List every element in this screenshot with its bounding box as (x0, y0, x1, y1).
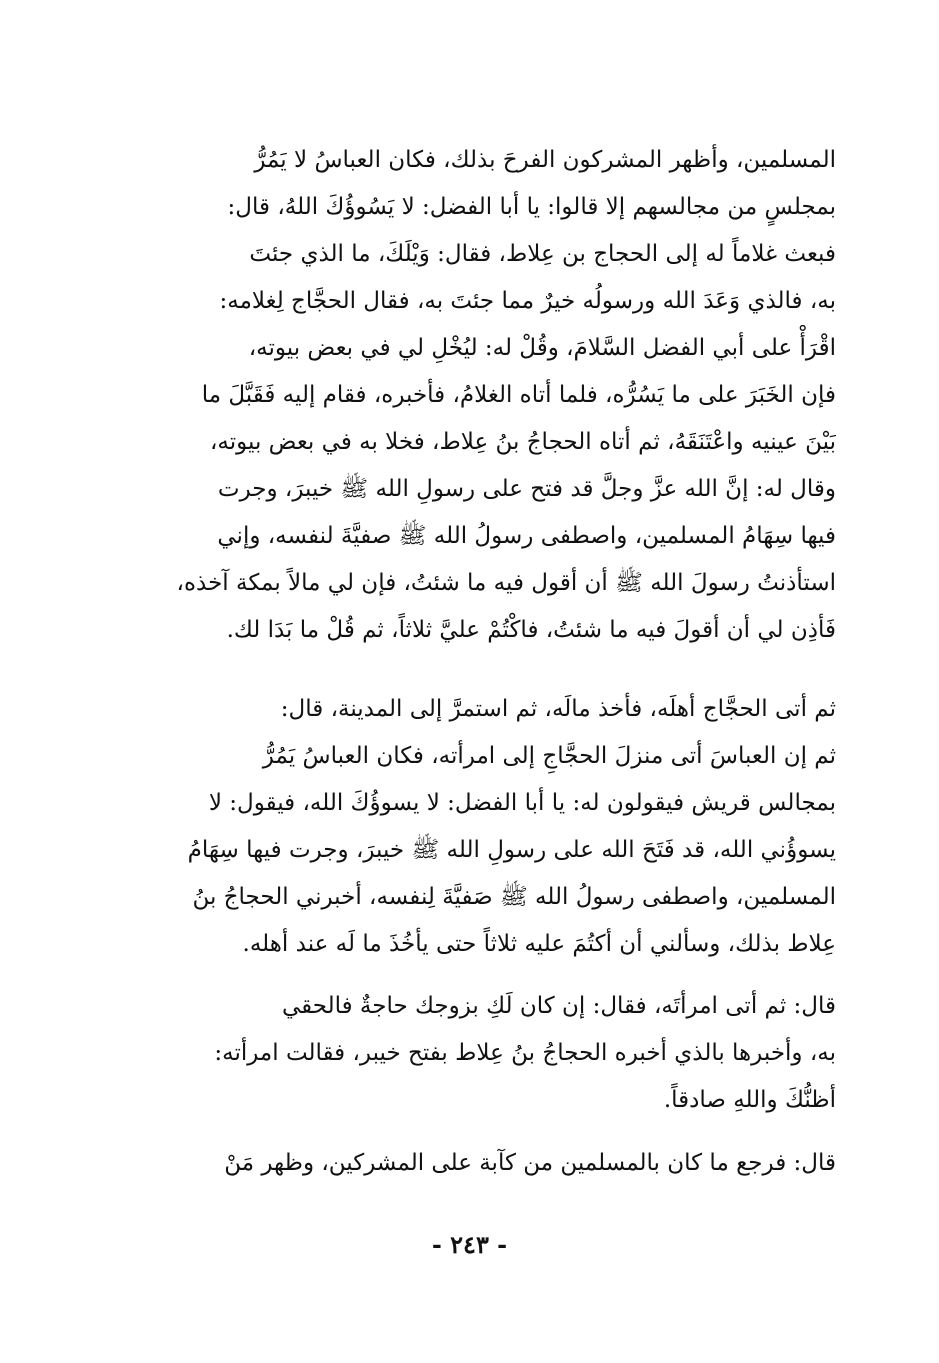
text-line: استأذنتُ رسولَ الله ﷺ أن أقول فيه ما شئتُ، فإن لي مالاً بمكة آخذه، (176, 570, 836, 596)
page-number: - ٢٤٣ - (431, 1230, 508, 1259)
text-line: بمجالس قريش فيقولون له: يا أبا الفضل: لا يسوؤُكَ الله، فيقول: لا (208, 790, 836, 816)
text-line: يسوؤُني الله، قد فَتَحَ الله على رسولِ الله ﷺ خيبرَ، وجرت فيها سِهَامُ (187, 837, 836, 863)
paragraph-3 (112, 983, 836, 1124)
text-line: ثم أتى الحجَّاج أهلَه، فأخذ مالَه، ثم استمرَّ إلى المدينة، قال: (280, 696, 836, 722)
text-line: به، وأخبرها بالذي أخبره الحجاجُ بنُ عِلاط بفتح خيبر، فقالت امرأته: (214, 1040, 836, 1066)
text-line: عِلاط بذلك، وسألني أن أكتُمَ عليه ثلاثاً حتى يأخُذَ ما لَه عند أهله. (242, 931, 836, 957)
text-line: فبعث غلاماً له إلى الحجاج بن عِلاط، فقال: وَيْلَكَ، ما الذي جئتَ (249, 241, 836, 267)
text-line: اقْرَأْ على أبي الفضل السَّلامَ، وقُلْ له: ليُخْلِ لي في بعض بيوته، (248, 335, 836, 361)
paragraph-1 (112, 137, 836, 654)
text-line: أظنُّكَ واللهِ صادقاً. (663, 1087, 836, 1113)
text-line: ثم إن العباسَ أتى منزلَ الحجَّاجِ إلى امرأته، فكان العباسُ يَمُرُّ (262, 743, 836, 769)
text-line: بمجلسٍ من مجالسهم إلا قالوا: يا أبا الفضل: لا يَسُوؤُكَ اللهُ، قال: (227, 194, 836, 220)
text-line: فيها سِهَامُ المسلمين، واصطفى رسولُ الله ﷺ صفيَّةَ لنفسه، وإني (217, 523, 836, 549)
paragraph-2 (112, 686, 836, 968)
text-line: به، فالذي وَعَدَ الله ورسولُه خيرٌ مما جئتَ به، فقال الحجَّاج لِغلامه: (219, 288, 836, 314)
text-line: قال: ثم أتى امرأتَه، فقال: إن كان لَكِ بزوجك حاجةٌ فالحقي (281, 993, 836, 1019)
text-line: فإن الخَبَرَ على ما يَسُرُّه، فلما أتاه الغلامُ، فأخبره، فقام إليه فَقَبَّلَ ما (201, 382, 836, 408)
text-line: بَيْنَ عينيه واعْتَنَقَهُ، ثم أتاه الحجاجُ بنُ عِلاط، فخلا به في بعض بيوته، (209, 429, 836, 455)
text-line: المسلمين، واصطفى رسولُ الله ﷺ صَفيَّةَ لِنفسه، أخبرني الحجاجُ بنُ (192, 884, 836, 910)
text-line: وقال له: إنَّ الله عزَّ وجلَّ قد فتح على رسولِ الله ﷺ خيبرَ، وجرت (217, 476, 836, 502)
text-line: فَأذِن لي أن أقولَ فيه ما شئتُ، فاكْتُمْ عليَّ ثلاثاً، ثم قُلْ ما بَدَا لك. (226, 617, 836, 643)
paragraph-4 (112, 1140, 836, 1187)
text-line: قال: فرجع ما كان بالمسلمين من كآبة على المشركين، وظهر مَنْ (224, 1150, 836, 1176)
text-line: المسلمين، وأظهر المشركون الفرحَ بذلك، فكان العباسُ لا يَمُرُّ (254, 147, 836, 173)
